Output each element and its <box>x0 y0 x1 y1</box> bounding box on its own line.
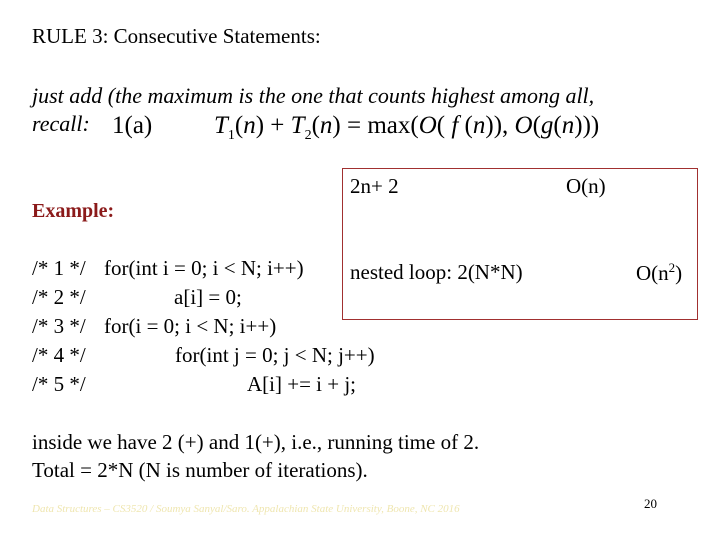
page-number: 20 <box>644 496 657 511</box>
explanation-line-2: Total = 2*N (N is number of iterations). <box>32 458 368 482</box>
example-label: Example: <box>32 200 115 222</box>
code-line-2: a[i] = 0; <box>174 285 242 309</box>
intro-line-1: just add (the maximum is the one that counts highest among all, <box>32 83 595 108</box>
slide-title: RULE 3: Consecutive Statements: <box>32 24 321 48</box>
order-close: ) <box>675 261 683 285</box>
box-cost-label: 2n+ 2 <box>350 174 399 198</box>
nested-loop-label: nested loop: 2(N*N) <box>350 260 523 284</box>
formula-label: 1(a) <box>112 112 153 139</box>
intro-line-2: recall: <box>32 111 90 136</box>
nested-order-label <box>636 260 682 286</box>
code-comment-5: /* 5 */ <box>32 372 86 396</box>
code-line-3: for(i = 0; i < N; i++) <box>104 314 277 338</box>
code-comment-4: /* 4 */ <box>32 343 86 367</box>
code-comment-2: /* 2 */ <box>32 285 86 309</box>
max-formula: $T_1(n) + T_2(n) = \max(O$( f (n)), O(g(n))) <box>214 112 600 143</box>
code-comment-1: /* 1 */ <box>32 256 86 280</box>
order-base: O(n <box>636 261 669 285</box>
explanation <box>32 428 479 484</box>
code-line-1: for(int i = 0; i < N; i++) <box>104 256 304 280</box>
code-comment-3: /* 3 */ <box>32 314 86 338</box>
order-exponent: 2 <box>668 260 676 275</box>
code-line-5: A[i] += i + j; <box>247 372 357 396</box>
code-line-4: for(int j = 0; j < N; j++) <box>175 343 375 367</box>
box-order-label: O(n) <box>566 174 606 198</box>
explanation-line-1: inside we have 2 (+) and 1(+), i.e., running time of 2. <box>32 430 480 454</box>
footer-credit: Data Structures – CS3520 / Soumya Sanyal/Saro. Appalachian State University, Boone, NC 2016 <box>32 503 460 515</box>
